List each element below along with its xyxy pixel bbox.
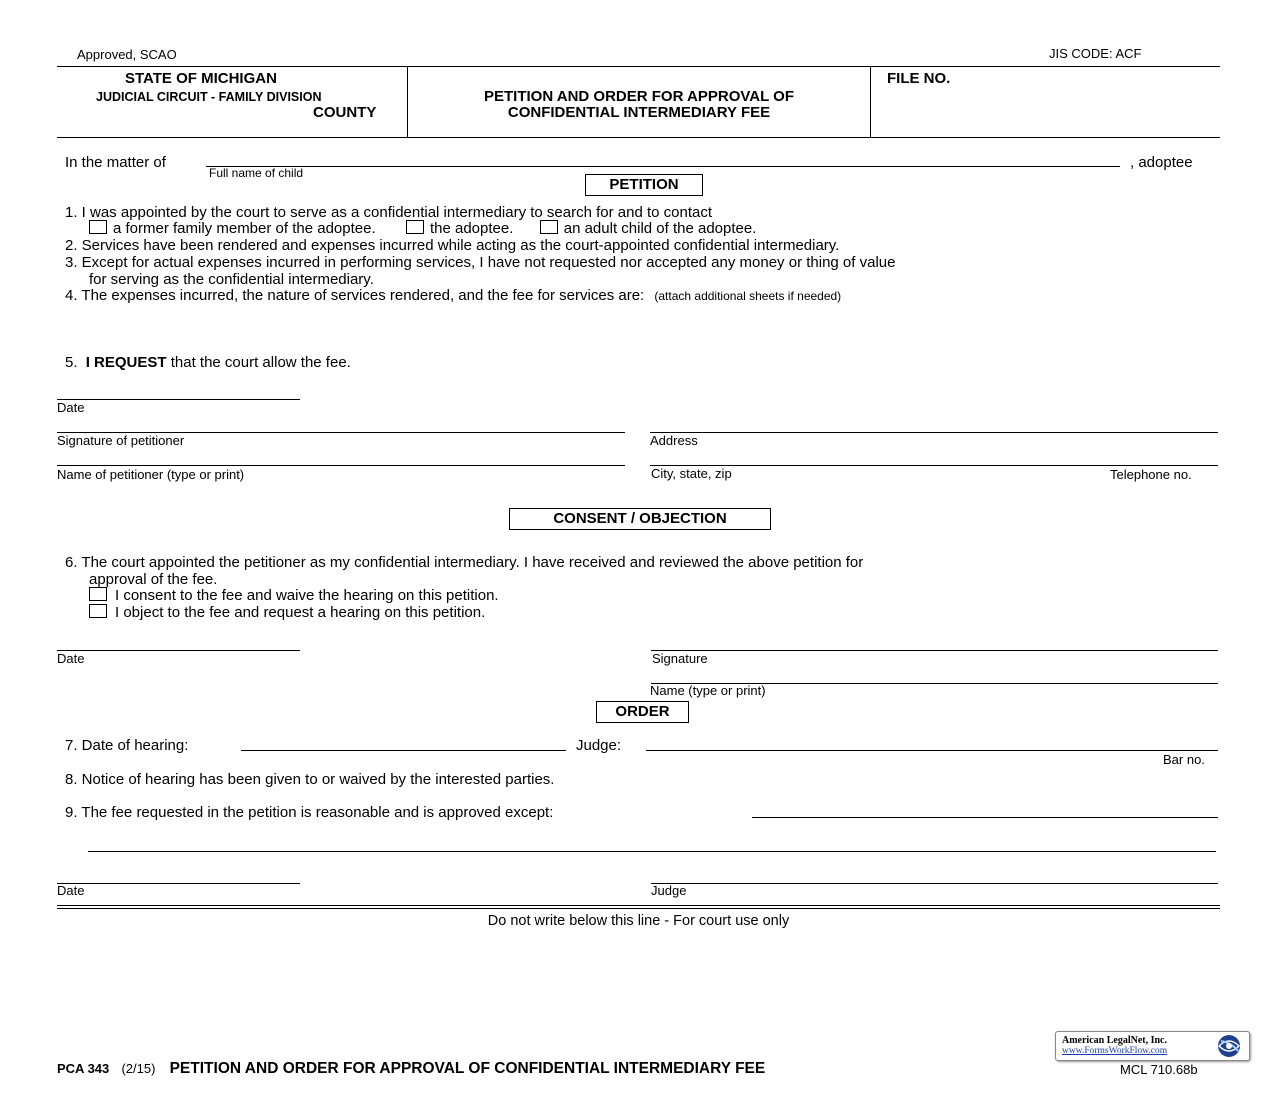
header-divider-2 — [870, 67, 871, 137]
logo-company: American LegalNet, Inc. — [1062, 1035, 1167, 1046]
petition-item-5 — [65, 354, 351, 371]
petitioner-signature-field[interactable] — [57, 414, 625, 433]
telephone-label: Telephone no. — [1110, 467, 1192, 482]
consent-label: I consent to the fee and waive the hearing on this petition. — [115, 587, 499, 604]
petition-item-1: 1. I was appointed by the court to serve as a confidential intermediary to search for and to contact — [65, 204, 713, 221]
consent-name-label: Name (type or print) — [650, 683, 766, 698]
city-state-zip-field[interactable] — [650, 447, 1218, 466]
form-title-line1: PETITION AND ORDER FOR APPROVAL OF — [483, 88, 794, 105]
adoptee-label: the adoptee. — [429, 220, 514, 237]
consent-signature-field[interactable] — [651, 632, 1218, 651]
globe-icon — [1212, 1033, 1246, 1059]
mcl-citation: MCL 710.68b — [1120, 1062, 1198, 1077]
petition-item-4-text: 4. The expenses incurred, the nature of services rendered, and the fee for services are: — [65, 287, 645, 304]
footer-form-title: PETITION AND ORDER FOR APPROVAL OF CONFIDENTIAL INTERMEDIARY FEE — [169, 1060, 766, 1077]
petition-item-3a: 3. Except for actual expenses incurred in performing services, I have not requested nor accepted any money or thing of value — [65, 254, 896, 271]
exception-field-2[interactable] — [88, 833, 1216, 852]
adult-child-checkbox[interactable] — [540, 220, 558, 234]
header-top-rule — [57, 66, 1220, 67]
petition-item-2: 2. Services have been rendered and expenses incurred while acting as the court-appointed confidential intermediary. — [65, 237, 840, 254]
consent-name-field[interactable] — [651, 665, 1218, 684]
object-label: I object to the fee and request a hearing on this petition. — [115, 604, 486, 621]
order-date-label: Date — [57, 883, 85, 898]
order-heading: ORDER — [596, 701, 689, 723]
expenses-text-area[interactable] — [88, 305, 1208, 349]
former-family-label: a former family member of the adoptee. — [113, 220, 376, 237]
order-date-field[interactable] — [57, 865, 300, 884]
object-checkbox[interactable] — [89, 604, 107, 618]
consent-signature-label: Signature — [652, 651, 708, 666]
petition-date-field[interactable] — [57, 381, 300, 400]
consent-option-row — [89, 587, 499, 604]
consent-date-field[interactable] — [57, 632, 300, 651]
petitioner-name-field[interactable] — [57, 447, 625, 466]
matter-prefix: In the matter of — [65, 154, 166, 171]
form-date: (2/15) — [121, 1061, 156, 1076]
court-use-text: Do not write below this line - For court use only — [487, 913, 790, 929]
adoptee-suffix: , adoptee — [1130, 154, 1193, 171]
court-use-rule-2 — [57, 908, 1220, 909]
county-label: COUNTY — [313, 104, 377, 121]
consent-heading: CONSENT / OBJECTION — [509, 508, 771, 530]
former-family-checkbox[interactable] — [89, 220, 107, 234]
petitioner-signature-label: Signature of petitioner — [57, 433, 185, 448]
petition-heading: PETITION — [585, 174, 703, 196]
adoptee-checkbox[interactable] — [406, 220, 424, 234]
contact-options — [89, 220, 756, 237]
petition-item-3b: for serving as the confidential intermediary. — [89, 271, 374, 288]
logo-url: www.FormsWorkFlow.com — [1062, 1046, 1168, 1056]
order-item-9: 9. The fee requested in the petition is reasonable and is approved except: — [65, 804, 554, 821]
city-state-zip-label: City, state, zip — [651, 466, 732, 481]
file-no-label: FILE NO. — [887, 70, 951, 87]
footer-form-info — [57, 1060, 765, 1078]
approved-text: Approved, SCAO — [77, 47, 177, 62]
petitioner-name-label: Name of petitioner (type or print) — [57, 467, 245, 482]
order-item-8: 8. Notice of hearing has been given to or waived by the interested parties. — [65, 771, 555, 788]
form-title-line2: CONFIDENTIAL INTERMEDIARY FEE — [507, 104, 771, 121]
petition-item-4-note: (attach additional sheets if needed) — [654, 289, 842, 303]
state-name: STATE OF MICHIGAN — [125, 70, 277, 87]
item-5-text: that the court allow the fee. — [166, 354, 351, 371]
consent-item-6b: approval of the fee. — [89, 571, 218, 588]
hearing-date-field[interactable] — [241, 732, 566, 751]
judge-prefix: Judge: — [576, 737, 622, 754]
exception-field-1[interactable] — [752, 799, 1218, 818]
child-name-field[interactable] — [206, 148, 1120, 167]
petition-item-4 — [65, 287, 841, 304]
consent-date-label: Date — [57, 651, 85, 666]
court-division: JUDICIAL CIRCUIT - FAMILY DIVISION — [96, 90, 322, 104]
court-use-rule-1 — [57, 905, 1220, 906]
jis-code: JIS CODE: ACF — [1049, 46, 1142, 61]
judge-signature-field[interactable] — [651, 865, 1218, 884]
consent-item-6a: 6. The court appointed the petitioner as my confidential intermediary. I have received and reviewed the above petition for — [65, 554, 864, 571]
petition-date-label: Date — [57, 400, 85, 415]
judge-signature-label: Judge — [651, 883, 687, 898]
address-label: Address — [650, 433, 698, 448]
header-bottom-rule — [57, 137, 1220, 138]
legalnet-logo — [1055, 1031, 1250, 1061]
consent-checkbox[interactable] — [89, 587, 107, 601]
form-id: PCA 343 — [57, 1061, 110, 1076]
hearing-judge-field[interactable] — [646, 732, 1218, 751]
object-option-row — [89, 604, 485, 621]
petitioner-address-field[interactable] — [650, 414, 1218, 433]
order-item-7: 7. Date of hearing: — [65, 737, 189, 754]
item-5-bold: I REQUEST — [85, 354, 167, 371]
adult-child-label: an adult child of the adoptee. — [563, 220, 757, 237]
bar-no-label: Bar no. — [1163, 752, 1205, 767]
child-name-label: Full name of child — [209, 166, 304, 180]
file-no-field[interactable] — [885, 92, 1205, 132]
item-5-number: 5. — [65, 354, 78, 371]
